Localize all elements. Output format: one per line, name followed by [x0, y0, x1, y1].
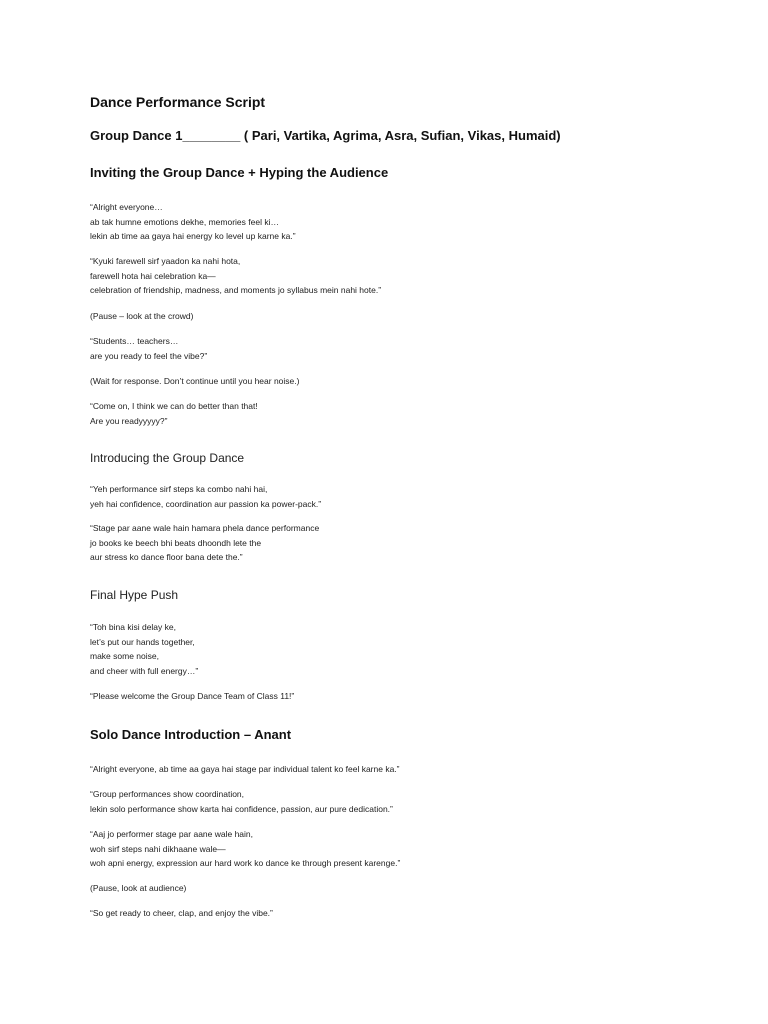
text-line: let’s put our hands together, [90, 636, 195, 647]
text-line: celebration of friendship, madness, and moments jo syllabus mein nahi hote.” [90, 285, 382, 295]
paragraph [90, 521, 319, 565]
paragraph [90, 620, 198, 678]
text-line: make some noise, [90, 651, 159, 661]
paragraph [90, 689, 294, 704]
text-line: aur stress ko dance floor bana dete the.” [90, 552, 243, 562]
text-line: jo books ke beech bhi beats dhoondh lete the [90, 537, 262, 548]
text-line: “Yeh performance sirf steps ka combo nahi hai, [90, 484, 268, 494]
text-line: “Students… teachers… [90, 336, 179, 346]
text-line: woh sirf steps nahi dikhaane wale— [90, 843, 226, 854]
stage-direction [90, 309, 193, 324]
text-line: (Pause, look at audience) [90, 883, 187, 893]
text-line: “Stage par aane wale hain hamara phela dance performance [90, 523, 320, 533]
paragraph [90, 827, 400, 871]
section-heading-inviting: Inviting the Group Dance + Hyping the Audience [90, 165, 389, 180]
section-heading-introducing: Introducing the Group Dance [90, 451, 245, 465]
paragraph [90, 399, 258, 428]
text-line: “So get ready to cheer, clap, and enjoy the vibe.” [90, 908, 273, 918]
text-line: “Please welcome the Group Dance Team of Class 11!” [90, 691, 295, 701]
text-line: and cheer with full energy…” [90, 665, 199, 676]
text-line: “Come on, I think we can do better than that! [90, 401, 258, 411]
stage-direction [90, 881, 186, 896]
text-line: Are you readyyyyy?” [90, 415, 168, 426]
text-line: “Alright everyone, ab time aa gaya hai stage par individual talent ko feel karne ka.” [90, 764, 400, 774]
paragraph [90, 482, 321, 511]
document-title: Dance Performance Script [90, 94, 266, 110]
paragraph [90, 762, 399, 777]
paragraph [90, 906, 273, 921]
group-dance-heading: Group Dance 1________ ( Pari, Vartika, Agrima, Asra, Sufian, Vikas, Humaid) [90, 128, 561, 143]
text-line: lekin ab time aa gaya hai energy ko level up karne ka.” [90, 231, 296, 241]
text-line: (Pause – look at the crowd) [90, 311, 194, 321]
paragraph [90, 200, 296, 244]
text-line: are you ready to feel the vibe?” [90, 350, 208, 361]
text-line: “Alright everyone… [90, 202, 163, 212]
section-heading-final-hype: Final Hype Push [90, 588, 179, 602]
stage-direction [90, 374, 299, 389]
text-line: lekin solo performance show karta hai confidence, passion, aur pure dedication.” [90, 803, 393, 814]
text-line: woh apni energy, expression aur hard work ko dance ke through present karenge.” [90, 858, 401, 868]
paragraph [90, 787, 393, 816]
text-line: yeh hai confidence, coordination aur passion ka power-pack.” [90, 498, 322, 509]
paragraph [90, 334, 207, 363]
text-line: (Wait for response. Don’t continue until you hear noise.) [90, 376, 300, 386]
text-line: “Group performances show coordination, [90, 789, 245, 799]
section-heading-solo: Solo Dance Introduction – Anant [90, 727, 292, 742]
text-line: “Toh bina kisi delay ke, [90, 622, 176, 632]
text-line: “Aaj jo performer stage par aane wale hain, [90, 829, 254, 839]
text-line: ab tak humne emotions dekhe, memories feel ki… [90, 216, 279, 227]
text-line: “Kyuki farewell sirf yaadon ka nahi hota, [90, 256, 241, 266]
text-line: farewell hota hai celebration ka— [90, 270, 216, 281]
paragraph [90, 254, 381, 298]
